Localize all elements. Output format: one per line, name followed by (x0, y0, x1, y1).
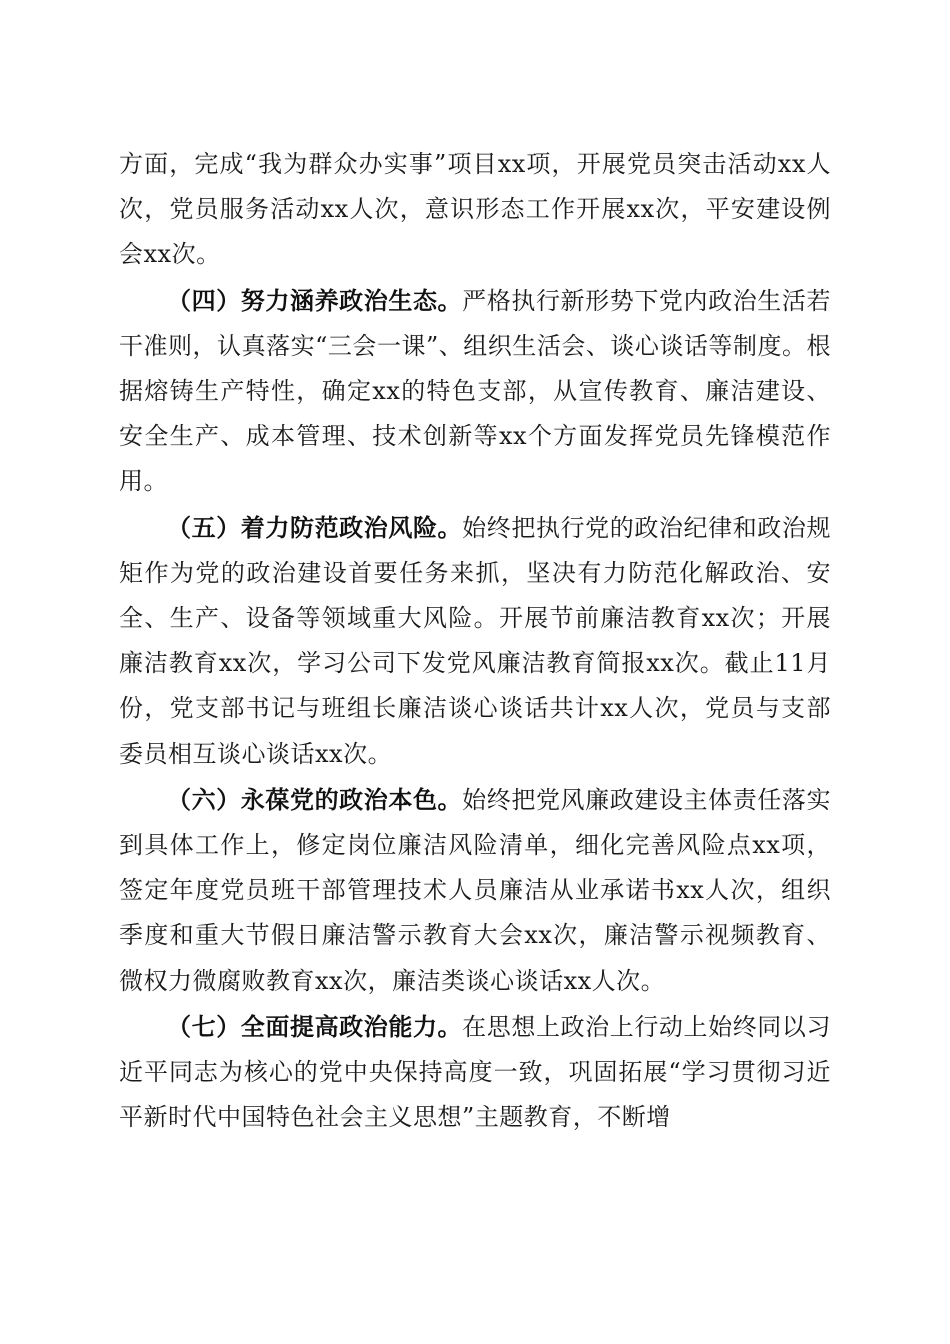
paragraph-section-6 (119, 777, 831, 1004)
paragraph-section-5 (119, 505, 831, 777)
paragraph-body: 严格执行新形势下党内政治生活若干准则，认真落实“三会一课”、组织生活会、谈心谈话等制度。根据熔铸生产特性，确定xx的特色支部，从宣传教育、廉洁建设、安全生产、成本管理、技术创新等xx个方面发挥党员先锋模范作用。 (119, 286, 832, 496)
section-heading: （六）永葆党的政治本色。 (167, 784, 463, 814)
section-heading: （五）着力防范政治风险。 (167, 512, 463, 542)
paragraph-section-7 (119, 1004, 831, 1141)
paragraph-section-4 (119, 278, 831, 505)
document-body (119, 142, 831, 1140)
paragraph-body: 方面，完成“我为群众办实事”项目xx项，开展党员突击活动xx人次，党员服务活动xx人次，意识形态工作开展xx次，平安建设例会xx次。 (119, 150, 831, 269)
section-heading: （四）努力涵养政治生态。 (167, 285, 463, 315)
paragraph-body: 始终把党风廉政建设主体责任落实到具体工作上，修定岗位廉洁风险清单，细化完善风险点xx项，签定年度党员班干部管理技术人员廉洁从业承诺书xx人次，组织季度和重大节假日廉洁警示教育大会xx次，廉洁警示视频教育、微权力微腐败教育xx次，廉洁类谈心谈话xx人次。 (119, 785, 832, 995)
paragraph-body: 在思想上政治上行动上始终同以习近平同志为核心的党中央保持高度一致，巩固拓展“学习贯彻习近平新时代中国特色社会主义思想”主题教育，不断增 (119, 1012, 832, 1132)
section-heading: （七）全面提高政治能力。 (167, 1011, 463, 1041)
paragraph-continuation (119, 142, 831, 278)
paragraph-body: 始终把执行党的政治纪律和政治规矩作为党的政治建设首要任务来抓，坚决有力防范化解政治、安全、生产、设备等领域重大风险。开展节前廉洁教育xx次；开展廉洁教育xx次，学习公司下发党风廉洁教育简报xx次。截止11月份，党支部书记与班组长廉洁谈心谈话共计xx人次，党员与支部委员相互谈心谈话xx次。 (119, 513, 832, 768)
